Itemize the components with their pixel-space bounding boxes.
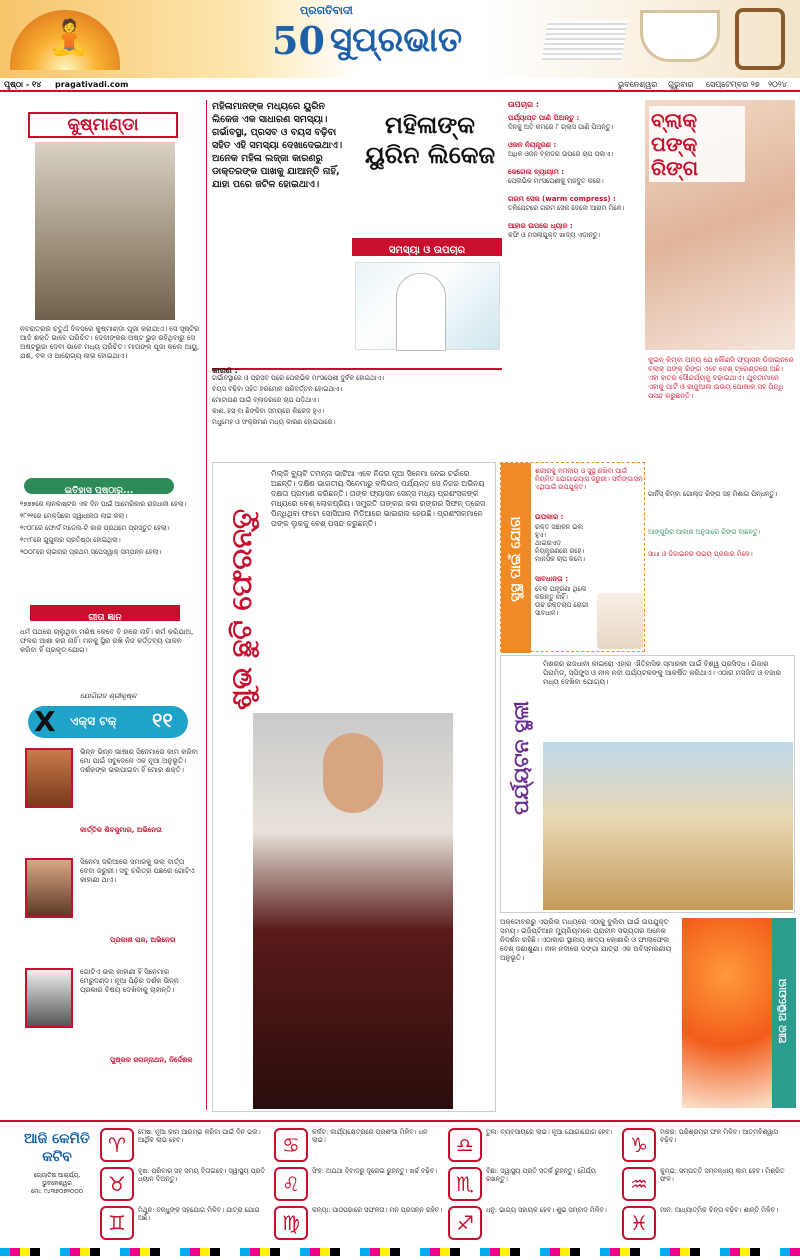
yoga-cautions bbox=[535, 585, 595, 617]
sign-text: କର୍କଟ: କାର୍ଯ୍ୟକ୍ଷେତ୍ରରେ ପ୍ରଶଂସା ମିଳିବ। ଧନ ଲାଭ। bbox=[312, 1128, 428, 1144]
travel-section bbox=[500, 655, 795, 913]
cairo-image bbox=[543, 742, 793, 910]
ring-point: ସାଧା ଓ ଡିଜାଇନର ଉଭୟ ପ୍ରକାର ମିଳେ। bbox=[648, 550, 753, 558]
yoga-benefit: ଥାଇରଏଡ଼ ନିୟନ୍ତ୍ରଣରେ ରହେ। bbox=[535, 539, 585, 555]
yoga-vertical-title bbox=[501, 463, 531, 653]
urine-intro bbox=[212, 100, 352, 350]
doctor-image bbox=[355, 262, 500, 350]
urine-subtitle-text: ସମସ୍ୟା ଓ ଉପଚାର bbox=[388, 245, 466, 256]
zodiac-icon: ♋ bbox=[274, 1128, 308, 1162]
remedy-heading: ଉପଚାର : bbox=[508, 100, 540, 109]
sign-cell bbox=[622, 1206, 790, 1242]
tamanna-vertical-title bbox=[217, 483, 263, 713]
xtalk-title: ଏକ୍ସ ଟକ୍ bbox=[70, 714, 117, 728]
ring-point: ଗାର୍ନିସ୍ କିମ୍ବା ଗୋଲ୍ଡ ରିଙ୍ଗ ସହ ମିଶାଇ ପିନ୍ଧନ୍ତୁ। bbox=[648, 490, 778, 498]
column-divider bbox=[206, 100, 207, 1110]
website[interactable]: pragativadi.com bbox=[55, 80, 129, 89]
aaj-vertical-title-text: ଆଜ ଅଭିଯୋଗ bbox=[776, 978, 789, 1044]
gita-heading-text: ଗୀତା ଜ୍ଞାନ bbox=[88, 613, 122, 623]
x-logo-icon: X bbox=[34, 705, 56, 738]
xtalk-quote: ସିନେମା ଜରିଆରେ ସମାଜକୁ ଭଲ ବାର୍ତ୍ତା ଦେବା ଜରୁରୀ। ସବୁ ଚରିତ୍ର ପଛରେ ଗୋଟିଏ କାହାଣୀ ଥାଏ। bbox=[80, 858, 195, 884]
yoga-caution-heading: ସାବଧାନତା : bbox=[535, 575, 568, 583]
chair-image bbox=[735, 8, 785, 70]
remedy-item bbox=[508, 222, 638, 239]
sign-cell bbox=[100, 1128, 268, 1164]
sign-text: ମିଥୁନ: ବନ୍ଧୁଙ୍କ ସହଯୋଗ ମିଳିବ। ଯାତ୍ରା ଯୋଗ ଅଛି। bbox=[138, 1206, 260, 1222]
rashifal-astrologer: ଜ୍ୟୋତିଷ ଆଚାର୍ଯ୍ୟ, ଭୁବନେଶ୍ୱର bbox=[33, 1172, 81, 1187]
causes-list bbox=[212, 374, 502, 429]
xtalk-quote: ଭିନ୍ନ ଭିନ୍ନ ଭାଷାର ସିନେମାରେ କାମ କରିବା ମୋ ପାଇଁ ସବୁବେଳେ ଏକ ନୂଆ ଅନୁଭୂତି। ଦର୍ଶକଙ୍କ ଭଲପାଇବା ହିଁ ମୋର ଶକ୍ତି। bbox=[80, 748, 199, 774]
zodiac-icon: ♓ bbox=[622, 1206, 656, 1240]
itihas-item: ୧୮୨୧ରେ ମେକ୍ସିକୋ ସ୍ୱାଧୀନତା ଲାଭ କଲା। bbox=[20, 512, 128, 520]
tamanna-face bbox=[323, 733, 383, 813]
masthead-title: ସୁପ୍ରଭାତ bbox=[330, 20, 463, 60]
remedy-text: କଫି ଓ ମସଲାଯୁକ୍ତ ଖାଦ୍ୟ ଏଡ଼ାନ୍ତୁ। bbox=[508, 231, 601, 239]
itihas-heading bbox=[24, 478, 174, 494]
xtalk-author: ପ୍ରକାଶ ରାଜ, ଅଭିନେତା bbox=[110, 936, 176, 944]
avatar bbox=[25, 968, 73, 1028]
sign-cell bbox=[274, 1206, 442, 1242]
sign-cell bbox=[448, 1167, 616, 1203]
kushmanda-heading bbox=[28, 112, 178, 138]
remedy-item bbox=[508, 195, 638, 212]
urine-title: ମହିଳାଙ୍କ ୟୁରିନ ଲିକେଜ bbox=[364, 111, 496, 169]
sign-text: ସିଂହ: ଅଯଥା ବିବାଦରୁ ଦୂରେଇ ରୁହନ୍ତୁ। ଖର୍ଚ୍ଚ ବଢ଼ିବ। bbox=[312, 1167, 438, 1175]
cause-item: ମଧୁମେହ ଓ ସଂକ୍ରମଣ ମଧ୍ୟ କାରଣ ହୋଇପାରେ। bbox=[212, 418, 336, 426]
sign-text: ମୀନ: ଆଧ୍ୟାତ୍ମିକ ଚିନ୍ତା ବଢ଼ିବ। ଶାନ୍ତି ମିଳିବ। bbox=[660, 1206, 779, 1214]
tea-cup-image bbox=[640, 10, 720, 62]
sign-cell bbox=[448, 1206, 616, 1242]
cause-item: ବୟସ ବଢ଼ିବା ସହିତ ହରମୋନ ପରିବର୍ତ୍ତନ ହୋଇଥାଏ। bbox=[212, 385, 343, 393]
xtalk-author: କାର୍ତ୍ତିକ ଶିବକୁମାର, ଅଭିନେତା bbox=[80, 826, 162, 834]
yoga-pose-image bbox=[597, 593, 643, 649]
travel-vertical-title bbox=[503, 656, 539, 856]
zodiac-icon: ♎ bbox=[448, 1128, 482, 1162]
zodiac-icon: ♒ bbox=[622, 1167, 656, 1201]
date: ସେପ୍ଟେମ୍ବର ୨୭ bbox=[706, 80, 760, 89]
xtalk-quote: ଗୋଟିଏ ଭଲ କାହାଣୀ ହିଁ ସିନେମାର ମେରୁଦଣ୍ଡ। ନୂଆ ପିଢ଼ିର ଦର୍ଶକ ଭିନ୍ନ ପ୍ରକାର ବିଷୟ ଦେଖିବାକୁ ଚାହାନ୍ତି। bbox=[80, 968, 179, 994]
avatar bbox=[25, 748, 73, 808]
ring-body: କୁଇନ୍ କିମ୍ବା ଅନ୍ୟ ଯେ କୌଣସି ଫ୍ୟାସନ ଡିଜାଇନରେ ବ୍ଲାକ୍ ପଙ୍କ୍ ରିଙ୍ଗ ଏବେ ବେଶ୍ ଟ୍ରେଣ୍ଡରେ ଅଛି। ଏହା ହାତର ସୌନ୍ଦର୍ଯ୍ୟକୁ ବଢ଼ାଇଥାଏ। ଯୁବତୀମାନେ ଏହାକୁ ପାର୍ଟି ଓ କାଜୁଆଲ ଉଭୟ ପୋଷାକ ସହ ପିନ୍ଧି ପସନ୍ଦ କରୁଛନ୍ତି। bbox=[648, 356, 794, 400]
ring-point: ଆଙ୍ଗୁଠିର ଆକାର ଅନୁସାରେ ରିଙ୍ଗ ବାଛନ୍ତୁ। bbox=[648, 528, 761, 536]
causes-heading-text: କାରଣ : bbox=[212, 366, 238, 375]
kushmanda-heading-text: କୁଷ୍ମାଣ୍ଡା bbox=[67, 115, 139, 135]
itihas-item: ୧୯୯୮ରେ ଗୁଗୁଲର ପ୍ରତିଷ୍ଠା ହୋଇଥିଲା। bbox=[20, 536, 121, 544]
remedy-head: ପର୍ଯ୍ୟାପ୍ତ ପାଣି ପିଅନ୍ତୁ : bbox=[508, 114, 580, 122]
aaj-vertical-title bbox=[772, 918, 796, 1108]
urine-intro-text: ମହିଳାମାନଙ୍କ ମଧ୍ୟରେ ୟୁରିନ ଲିକେଜ ଏକ ସାଧାରଣ ସମସ୍ୟା। ଗର୍ଭାବସ୍ଥା, ପ୍ରସବ ଓ ବୟସ ବଢ଼ିବା ସହିତ ଏହି ସମସ୍ୟା ଦେଖାଦେଇଥାଏ। ଅନେକ ମହିଳା ଲଜ୍ଜା କାରଣରୁ ଡାକ୍ତରଙ୍କ ପାଖକୁ ଯାଆନ୍ତି ନାହିଁ, ଯାହା ପରେ ଜଟିଳ ହୋଇଥାଏ। bbox=[212, 101, 343, 190]
remedy-column bbox=[508, 100, 638, 450]
zodiac-icon: ♍ bbox=[274, 1206, 308, 1240]
tamanna-body: ମିଲ୍କି ବ୍ୟୁଟି ତମନ୍ନା ଭାଟିଆ ଏବେ ନିଜର ନୂଆ ସିନେମା ନେଇ ଚର୍ଚ୍ଚାରେ ଅଛନ୍ତି। ଦକ୍ଷିଣ ଭାରତୀୟ ସିନେମାରୁ ବଲିଉଡ୍ ପର୍ଯ୍ୟନ୍ତ ସେ ନିଜର ଅଭିନୟ ଦକ୍ଷତା ପ୍ରମାଣ କରିଛନ୍ତି। ତାଙ୍କ ଫ୍ୟାସନ ସେନ୍ସ ମଧ୍ୟ ପ୍ରଶଂସକଙ୍କ ମଧ୍ୟରେ ବେଶ୍ ଲୋକପ୍ରିୟ। ସମ୍ପ୍ରତି ତାଙ୍କର କଳା ରଙ୍ଗର ସିଫନ୍ ଡ୍ରେସ ପିନ୍ଧିଥିବା ଫଟୋ ସୋସିଆଲ ମିଡିଆରେ ଭାଇରାଲ ହେଉଛି। ପ୍ରଶଂସକମାନେ ତାଙ୍କ ଲୁକକୁ ବେଶ୍ ପସନ୍ଦ କରୁଛନ୍ତି। bbox=[271, 469, 485, 528]
remedy-text: ପେଲଭିକ ମାଂସପେଶୀକୁ ମଜବୁତ କରେ। bbox=[508, 177, 604, 185]
sign-cell bbox=[448, 1128, 616, 1164]
zodiac-icon: ♐ bbox=[448, 1206, 482, 1240]
sign-text: ବିଛା: ସ୍ୱାସ୍ଥ୍ୟ ପ୍ରତି ସତର୍କ ରୁହନ୍ତୁ। ଧୈର୍ଯ୍ୟ ରଖନ୍ତୁ। bbox=[486, 1167, 596, 1183]
itihas-item: ୨୦୦୮ରେ ଚାଇନାର ପ୍ରଥମ ସ୍ପେସ୍‌ୱାକ୍ ସମ୍ପନ୍ନ ହେଲା। bbox=[20, 548, 162, 556]
cause-item: ମୋଟାପଣ ପାଇଁ ବ୍ଲାଡରରେ ଚାପ ପଡ଼ିଥାଏ। bbox=[212, 396, 320, 404]
remedy-item bbox=[508, 114, 638, 131]
page-number: ପୃଷ୍ଠା - ୧୪ bbox=[4, 80, 42, 89]
zodiac-icon: ♊ bbox=[100, 1206, 134, 1240]
goddess-image bbox=[35, 142, 175, 320]
avatar bbox=[25, 858, 73, 918]
ring-photo bbox=[645, 100, 795, 350]
remedy-item bbox=[508, 168, 638, 185]
zodiac-icon: ♈ bbox=[100, 1128, 134, 1162]
remedy-head: ଗରମ ସେକ (warm compress) : bbox=[508, 195, 616, 203]
sign-text: ମକର: ପରିଶ୍ରମର ଫଳ ମିଳିବ। ଆତ୍ମବିଶ୍ୱାସ ବଢ଼ିବ। bbox=[660, 1128, 778, 1144]
remedy-text: ଅଧିକ ଓଜନ ବ୍ଲାଡର ଉପରେ ଚାପ ପକାଏ। bbox=[508, 150, 614, 158]
sign-text: କୁମ୍ଭ: ସମ୍ପତ୍ତି ସମ୍ବନ୍ଧୀୟ କାମ ହେବ। ମିଶ୍ରିତ ଫଳ। bbox=[660, 1167, 785, 1183]
xtalk-number: ୧୧ bbox=[152, 708, 173, 732]
brand-name: ପ୍ରଗତିବାଦୀ bbox=[300, 4, 353, 17]
yoga-caution: ବେକ ଯନ୍ତ୍ରଣା ଥିଲେ କରନ୍ତୁ ନାହିଁ। bbox=[535, 585, 587, 601]
remedy-item bbox=[508, 141, 638, 158]
remedy-head: କେଗେଲ ବ୍ୟାୟାମ : bbox=[508, 168, 565, 176]
remedy-text: ଦିନକୁ ଅତି କମରେ ୮ ଗ୍ଲାସ ପାଣି ପିଅନ୍ତୁ। bbox=[508, 123, 614, 131]
year: ୨୦୨୪ bbox=[768, 80, 787, 89]
yoga-benefit-heading: ଉପକାର : bbox=[535, 513, 564, 521]
dateline bbox=[0, 78, 800, 92]
rashifal-grid bbox=[100, 1128, 790, 1242]
sign-cell bbox=[274, 1128, 442, 1164]
gita-body: ଧର୍ମ ପଥରେ ଚାଲୁଥିବା ମଣିଷ କେବେ ବି ହାରେ ନାହିଁ। କର୍ମ କରିଯାଅ, ଫଳର ଆଶା କର ନାହିଁ। ମନକୁ ସ୍ଥିର ରଖି ନିଜ କର୍ତ୍ତବ୍ୟ ପାଳନ କରିବା ହିଁ ପ୍ରକୃତ ଯୋଗ। bbox=[20, 628, 194, 654]
travel-vertical-title-text: ପର୍ଯ୍ୟଟନ ସ୍ଥଳୀ bbox=[509, 701, 533, 815]
ring-title: ବ୍ଲାକ୍ ପଙ୍କ୍ ରିଙ୍ଗ bbox=[649, 106, 745, 182]
ring-points bbox=[648, 490, 794, 558]
yoga-benefits bbox=[535, 523, 595, 563]
masthead bbox=[0, 0, 800, 78]
sign-text: ତୁଳା: ବ୍ୟବସାୟରେ ଲାଭ। ନୂଆ ଯୋଗାଯୋଗ ହେବ। bbox=[486, 1128, 613, 1136]
rashifal-title: ଆଜି କେମିତି କଟିବ bbox=[24, 1131, 90, 1165]
yoga-caution: ଉଚ୍ଚ ରକ୍ତଚାପ ରୋଗୀ ସାବଧାନ। bbox=[535, 601, 589, 617]
itihas-item: ୧୭୭୭ରେ ଲାନକାଷ୍ଟର ଏକ ଦିନ ପାଇଁ ଆମେରିକାର ରାଜଧାନୀ ହେଲା। bbox=[20, 500, 187, 508]
travel-body-2: ଅକ୍ଟୋବରରୁ ଏପ୍ରିଲ ମଧ୍ୟରେ ଏଠାକୁ ବୁଲିବା ପାଇଁ ଉପଯୁକ୍ତ ସମୟ। ଇଜିପ୍ଟିଆନ ମ୍ୟୁଜିୟମରେ ପ୍ରାଚୀନ ସଭ୍ୟତାର ଅନେକ ନିଦର୍ଶନ ରହିଛି। ଏଠାକାର ସ୍ଥାନୀୟ ଖାଦ୍ୟ କୋଶାରି ଓ ଫାଲାଫେଲ ବେଶ୍ ଜଣାଶୁଣା। ନୀଳ ନଦୀରେ ଡଙ୍ଗା ଯାତ୍ରା ଏକ ଅବିସ୍ମରଣୀୟ ଅନୁଭୂତି। bbox=[500, 918, 672, 962]
zodiac-icon: ♑ bbox=[622, 1128, 656, 1162]
newspaper-image bbox=[541, 20, 628, 60]
print-color-strip bbox=[0, 1248, 800, 1256]
urine-subtitle bbox=[352, 238, 502, 256]
zodiac-icon: ♉ bbox=[100, 1167, 134, 1201]
sign-cell bbox=[622, 1167, 790, 1203]
travel-body: ମିଶରର ରାଜଧାନୀ କାଇରୋ ଏହାର ଐତିହାସିକ ସ୍ମାରକୀ ପାଇଁ ବିଶ୍ୱ ପ୍ରସିଦ୍ଧ। ଗିଜାର ପିରାମିଡ୍, ସ୍ପିଙ୍କ୍ସ ଓ ନୀଳ ନଦୀ ପର୍ଯ୍ୟଟକଙ୍କୁ ଆକର୍ଷିତ କରିଥାଏ। ଏଠାର ମସଜିଦ ଓ ବଜାର ମଧ୍ୟ ଦେଖିବା ଯୋଗ୍ୟ। bbox=[543, 660, 781, 686]
rashifal-phone: ମୋ: ୯୪୩୭୦୭୨୦୦୦ bbox=[30, 1188, 84, 1195]
tamanna-section bbox=[212, 462, 496, 1112]
yoga-section bbox=[500, 462, 645, 652]
yoga-figure-icon: 🧘 bbox=[48, 18, 91, 58]
remedy-head: ଆହାର ଉପରେ ଧ୍ୟାନ : bbox=[508, 222, 573, 230]
kushmanda-body: ନବରାତ୍ରର ଚତୁର୍ଥ ଦିବସରେ କୁଷ୍ମାଣ୍ଡା ପୂଜା କରାଯାଏ। ସେ ସୃଷ୍ଟିର ଆଦି ଶକ୍ତି ଭାବେ ପରିଚିତ। ଦେବୀଙ୍କର ଅଷ୍ଟ ଭୁଜ ରହିଥିବାରୁ ସେ ଅଷ୍ଟଭୁଜା ଦେବୀ ଭାବେ ମଧ୍ୟ ପରିଚିତ। ମାତାଙ୍କ ପୂଜା କଲେ ଆୟୁ, ଯଶ, ବଳ ଓ ଆରୋଗ୍ୟ ଲାଭ ହୋଇଥାଏ। bbox=[20, 325, 200, 360]
itihas-item: ୧୯୦୮ରେ ଫୋର୍ଡ ମଡେଲ-ଟି କାର ପ୍ରଥମେ ପ୍ରସ୍ତୁତ ହେଲା। bbox=[20, 524, 170, 532]
tamanna-photo bbox=[253, 713, 453, 1109]
xtalk-author: ପୁଷ୍କର ଜଗନ୍ନାଥନ, ନିର୍ଦ୍ଦେଶକ bbox=[110, 1056, 193, 1064]
sign-cell bbox=[274, 1167, 442, 1203]
yoga-benefit: ରକ୍ତ ସଞ୍ଚାଳନ ଭଲ ହୁଏ। bbox=[535, 523, 584, 539]
day: ଗୁରୁବାର bbox=[668, 80, 694, 89]
causes-heading bbox=[212, 358, 502, 375]
remedy-head: ଓଜନ ନିୟନ୍ତ୍ରଣ : bbox=[508, 141, 557, 149]
remedy-text: ତଳିପେଟରେ ଗରମ ସେକ ଦେଲେ ଆରାମ ମିଳେ। bbox=[508, 204, 625, 212]
sign-cell bbox=[100, 1167, 268, 1203]
cause-item: କାଶ, ହସ ବା ଛିଙ୍କିବା ସମୟରେ ଲିକେଜ ହୁଏ। bbox=[212, 407, 324, 415]
yoga-intro: ଶରୀରକୁ ନମନୀୟ ଓ ସୁସ୍ଥ ରଖିବା ପାଇଁ ନିୟମିତ ଯୋଗାଭ୍ୟାସ ଜରୁରୀ। ସର୍ବାଙ୍ଗାସନ ଏଥିପାଇଁ ଉପଯୁକ୍ତ। bbox=[535, 467, 643, 491]
sign-text: କନ୍ୟା: ପାଠପଢ଼ାରେ ସଫଳତା। ମନ ପ୍ରସନ୍ନ ରହିବ। bbox=[312, 1206, 442, 1214]
yoga-vertical-title-text: ସୁସ୍ଥ ପାଇଁ ଯୋଗ bbox=[508, 516, 524, 602]
doctor-figure bbox=[396, 273, 446, 351]
city: ଭୁବନେଶ୍ୱର bbox=[618, 80, 658, 89]
tamanna-vertical-title-text: ଶୁଭ ଛୁଟି ଫେରନ୍ତୁ bbox=[225, 509, 258, 710]
zodiac-icon: ♌ bbox=[274, 1167, 308, 1201]
sign-text: ମେଷ: ନୂଆ କାମ ଆରମ୍ଭ କରିବା ପାଇଁ ଦିନ ଭଲ। ଆର୍ଥିକ ଲାଭ ହେବ। bbox=[138, 1128, 261, 1144]
yoga-benefit: ମାନସିକ ଚାପ କମେ। bbox=[535, 555, 585, 563]
balloon-image bbox=[682, 918, 772, 1108]
rashifal-section bbox=[0, 1120, 800, 1244]
itihas-list bbox=[20, 500, 200, 560]
rashifal-title-box bbox=[22, 1130, 92, 1238]
sign-cell bbox=[100, 1206, 268, 1242]
zodiac-icon: ♏ bbox=[448, 1167, 482, 1201]
sign-text: ବୃଷ: ପରିବାର ସହ ସମୟ ବିତାଇବେ। ସ୍ୱାସ୍ଥ୍ୟ ପ୍ରତି ଧ୍ୟାନ ଦିଅନ୍ତୁ। bbox=[138, 1167, 266, 1183]
gita-heading bbox=[30, 605, 180, 621]
itihas-heading-text: ଇତିହାସ ପୃଷ୍ଠାରୁ... bbox=[64, 486, 134, 496]
xtalk-heading bbox=[28, 706, 188, 738]
jubilee-logo: 50 bbox=[272, 18, 325, 63]
cause-item: ଗର୍ଭାବସ୍ଥାରେ ଓ ପ୍ରସବ ପରେ ପେଲଭିକ ମାଂସପେଶୀ ଦୁର୍ବଳ ହୋଇଥାଏ। bbox=[212, 374, 384, 382]
gita-author: ଯୋଗିରାଜ ଶ୍ରୀକୃଷ୍ଣ bbox=[80, 692, 137, 700]
sign-text: ଧନୁ: ଭାଗ୍ୟ ସହାୟକ ହେବ। ଶୁଭ ସମ୍ବାଦ ମିଳିବ। bbox=[486, 1206, 607, 1214]
sign-cell bbox=[622, 1128, 790, 1164]
